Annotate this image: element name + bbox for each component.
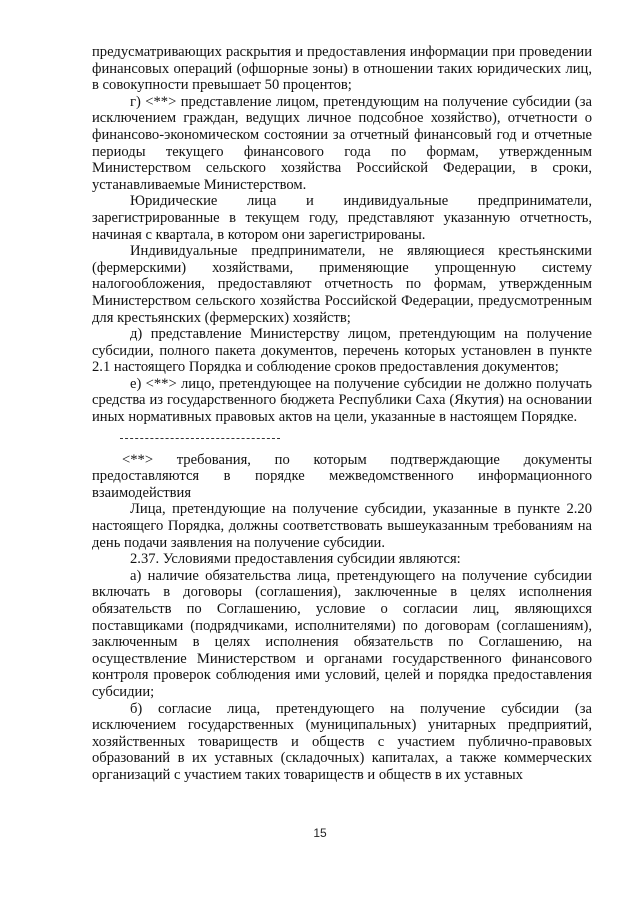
paragraph-a-obligation: а) наличие обязательства лица, претендующего на получение субсидии включать в договоры (соглашения), заключенные в целях исполнения обязательств по Соглашению, условие о согласии лиц, являющихся поставщиками (подрядчиками, исполнителями) по договорам (соглашениям), заключенным в целях исполнения обязательств по Соглашению, на осуществление Министерством и органами государственного финансового контроля проверок соблюдения ими условий, целей и порядка предоставления субсидии; (92, 567, 592, 700)
paragraph-e-budget: е) <**> лицо, претендующее на получение субсидии не должно получать средства из государственного бюджета Республики Саха (Якутия) на основании иных нормативных правовых актов на цели, указанные в настоящем Порядке. (92, 375, 592, 426)
footnote-separator (120, 430, 592, 446)
paragraph-legal-entities: Юридические лица и индивидуальные предприниматели, зарегистрированные в текущем году, представляют указанную отчетность, начиная с квартала, в котором они зарегистрированы. (92, 193, 592, 243)
paragraph-g-reporting: г) <**> представление лицом, претендующим на получение субсидии (за исключением граждан, ведущих личное подсобное хозяйство), отчетности о финансово-экономическом состоянии за отчетный финансовый год и отчетные периоды текущего финансового года по формам, утвержденным Министерством сельского хозяйства Российской Федерации, в сроки, устанавливаемые Министерством. (92, 93, 592, 193)
paragraph-offshore: предусматривающих раскрытия и предоставления информации при проведении финансовых операций (офшорные зоны) в отношении таких юридических лиц, в совокупности превышает 50 процентов; (92, 44, 592, 94)
paragraph-d-documents: д) представление Министерству лицом, претендующим на получение субсидии, полного пакета документов, перечень которых установлен в пункте 2.1 настоящего Порядка и соблюдение сроков предоставления документов; (92, 326, 592, 376)
paragraph-2-37-heading: 2.37. Условиями предоставления субсидии являются: (130, 551, 461, 568)
paragraph-compliance: Лица, претендующие на получение субсидии, указанные в пункте 2.20 настоящего Порядка, должны соответствовать вышеуказанным требованиям на день подачи заявления на получение субсидии. (92, 501, 592, 551)
paragraph-b-consent: б) согласие лица, претендующего на получение субсидии (за исключением государственных (муниципальных) унитарных предприятий, хозяйственных товариществ и обществ с участием публично-правовых образований в их уставных (складочных) капиталах, а также коммерческих организаций с участием таких товариществ и обществ в их уставных (92, 700, 592, 783)
footnote-separator-line (120, 438, 280, 439)
footnote-text: <**> требования, по которым подтверждающие документы предоставляются в порядке межведомственного информационного взаимодействия (92, 451, 592, 501)
paragraph-individual-entrepreneurs: Индивидуальные предприниматели, не являющиеся крестьянскими (фермерскими) хозяйствами, применяющие упрощенную систему налогообложения, предоставляют отчетность по формам, утвержденным Министерством сельского хозяйства Российской Федерации, предусмотренным для крестьянских (фермерских) хозяйств; (92, 243, 592, 326)
page-number: 15 (313, 826, 327, 840)
document-page (92, 44, 592, 784)
